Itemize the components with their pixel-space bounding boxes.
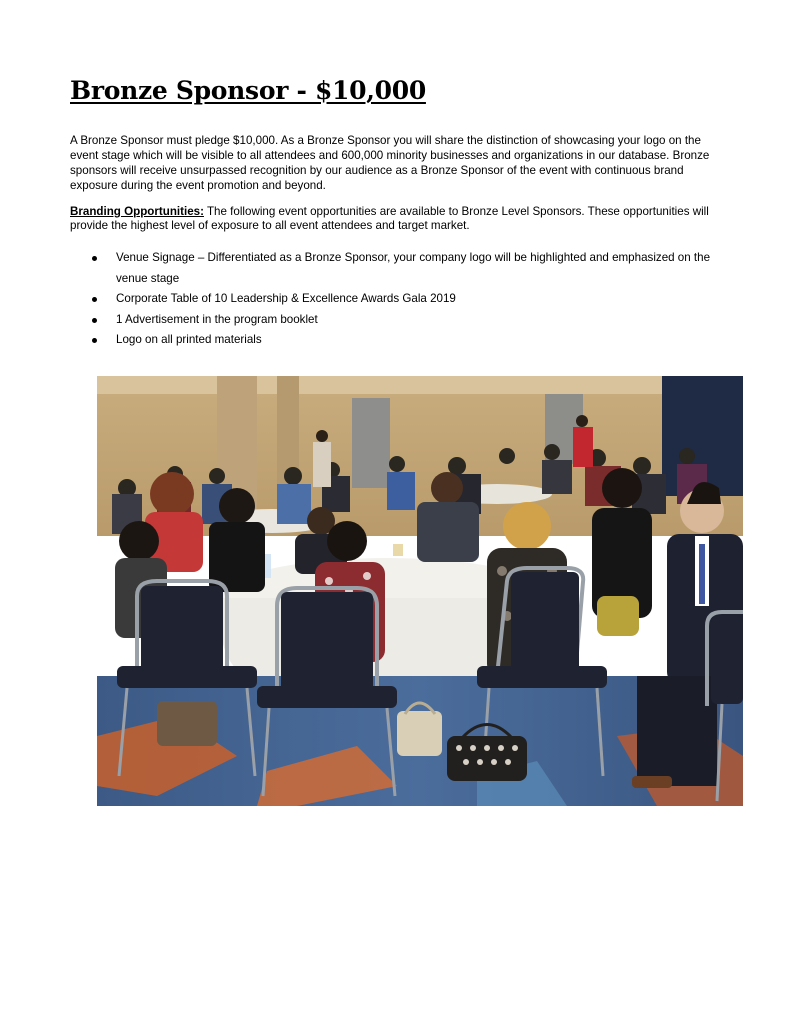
bullet-icon [92,338,97,343]
list-item [90,330,730,351]
list-item-text: Logo on all printed materials [116,333,262,346]
bullet-icon [92,256,97,261]
bullet-icon [92,297,97,302]
bullet-list [90,248,730,351]
list-item-text: Venue Signage – Differentiated as a Bronze Sponsor, your company logo will be highlighted and emphasized on the venue stage [116,251,711,285]
list-item-text: Corporate Table of 10 Leadership & Excellence Awards Gala 2019 [116,292,456,305]
branding-paragraph [70,205,730,233]
bullet-icon [92,318,97,323]
page-title: Bronze Sponsor - $10,000 [70,76,426,105]
list-item [90,248,730,289]
branding-text: The following event opportunities are available to Bronze Level Sponsors. These opportunities will provide the highest level of exposure to all event attendees and target market. [70,205,709,232]
event-photo [97,376,743,806]
intro-paragraph: A Bronze Sponsor must pledge $10,000. As a Bronze Sponsor you will share the distinction of showcasing your logo on the event stage which will be visible to all attendees and 600,000 minority businesses and organizations in our database. Bronze sponsors will receive unsurpassed recognition by our audience as a Bronze Sponsor of the event with continuous brand exposure during the event promotion and beyond. [70,134,710,192]
list-item [90,310,730,331]
branding-lead: Branding Opportunities: [70,205,204,218]
list-item-text: 1 Advertisement in the program booklet [116,312,318,326]
list-item [90,289,730,310]
